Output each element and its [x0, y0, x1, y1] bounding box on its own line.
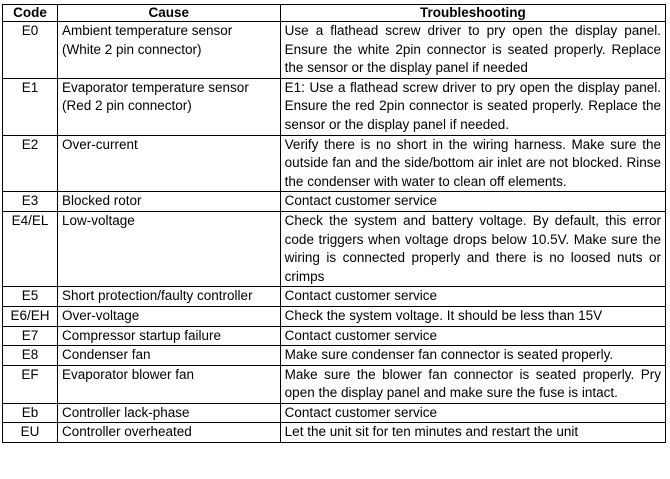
error-cause — [57, 306, 280, 326]
error-code: E1 — [3, 78, 58, 135]
error-cause — [57, 135, 280, 192]
error-cause — [57, 211, 280, 286]
error-cause — [57, 423, 280, 443]
error-code: E6/EH — [3, 306, 58, 326]
error-cause — [57, 403, 280, 423]
troubleshooting-text: Verify there is no short in the wiring harness. Make sure the outside fan and the side/bottom air inlet are not blocked. Rinse the condenser with water to clean off elements. — [280, 135, 665, 192]
table-row — [3, 423, 666, 443]
header-cause: Cause — [57, 5, 280, 22]
table-row — [3, 287, 666, 307]
error-code: EU — [3, 423, 58, 443]
error-code: E7 — [3, 326, 58, 346]
error-code: E3 — [3, 192, 58, 212]
table-row — [3, 211, 666, 286]
table-row — [3, 365, 666, 403]
error-code-table — [2, 4, 666, 443]
table-row — [3, 192, 666, 212]
cause-line: Short protection/faulty controller — [61, 288, 253, 304]
error-code: E0 — [3, 22, 58, 79]
troubleshooting-text: Let the unit sit for ten minutes and restart the unit — [280, 423, 665, 443]
table-row — [3, 22, 666, 79]
cause-line: Over-voltage — [61, 307, 140, 323]
error-code: E2 — [3, 135, 58, 192]
header-troubleshooting: Troubleshooting — [280, 5, 665, 22]
cause-line: Over-current — [61, 136, 138, 152]
troubleshooting-text: Make sure condenser fan connector is seated properly. — [280, 346, 665, 366]
cause-line: Controller lack-phase — [61, 404, 190, 420]
header-code: Code — [3, 5, 58, 22]
cause-line: Controller overheated — [61, 424, 192, 440]
cause-line: (White 2 pin connector) — [61, 41, 202, 57]
cause-line: Compressor startup failure — [61, 327, 222, 343]
cause-line: (Red 2 pin connector) — [61, 98, 192, 114]
error-code: E5 — [3, 287, 58, 307]
error-cause — [57, 192, 280, 212]
troubleshooting-text: Make sure the blower fan connector is seated properly. Pry open the display panel and make sure the fuse is intact. — [280, 365, 665, 403]
table-row — [3, 135, 666, 192]
troubleshooting-text: Contact customer service — [280, 326, 665, 346]
error-cause — [57, 326, 280, 346]
cause-line: Low-voltage — [61, 212, 135, 228]
error-cause — [57, 346, 280, 366]
cause-line: Ambient temperature sensor — [61, 23, 233, 38]
troubleshooting-text: Use a flathead screw driver to pry open the display panel. Ensure the white 2pin connector is seated properly. Replace the sensor or the display panel if needed — [280, 22, 665, 79]
error-cause — [57, 287, 280, 307]
table-row — [3, 346, 666, 366]
cause-line: Blocked rotor — [61, 193, 142, 209]
troubleshooting-text: Contact customer service — [280, 403, 665, 423]
troubleshooting-text: E1: Use a flathead screw driver to pry open the display panel. Ensure the red 2pin connector is seated properly. Replace the sensor or the display panel if needed. — [280, 78, 665, 135]
error-cause — [57, 22, 280, 79]
cause-line: Evaporator temperature sensor — [61, 79, 249, 95]
table-row — [3, 78, 666, 135]
error-cause — [57, 78, 280, 135]
troubleshooting-text: Check the system and battery voltage. By default, this error code triggers when voltage drops below 10.5V. Make sure the wiring is connected properly and there is no loosed nuts or crimps — [280, 211, 665, 286]
error-code: E4/EL — [3, 211, 58, 286]
error-code: E8 — [3, 346, 58, 366]
error-code: Eb — [3, 403, 58, 423]
troubleshooting-text: Check the system voltage. It should be less than 15V — [280, 306, 665, 326]
table-row — [3, 306, 666, 326]
table-row — [3, 403, 666, 423]
troubleshooting-text: Contact customer service — [280, 287, 665, 307]
cause-line: Evaporator blower fan — [61, 366, 195, 382]
error-code: EF — [3, 365, 58, 403]
table-row — [3, 326, 666, 346]
troubleshooting-text: Contact customer service — [280, 192, 665, 212]
cause-line: Condenser fan — [61, 347, 151, 363]
error-cause — [57, 365, 280, 403]
header-row — [3, 5, 666, 22]
